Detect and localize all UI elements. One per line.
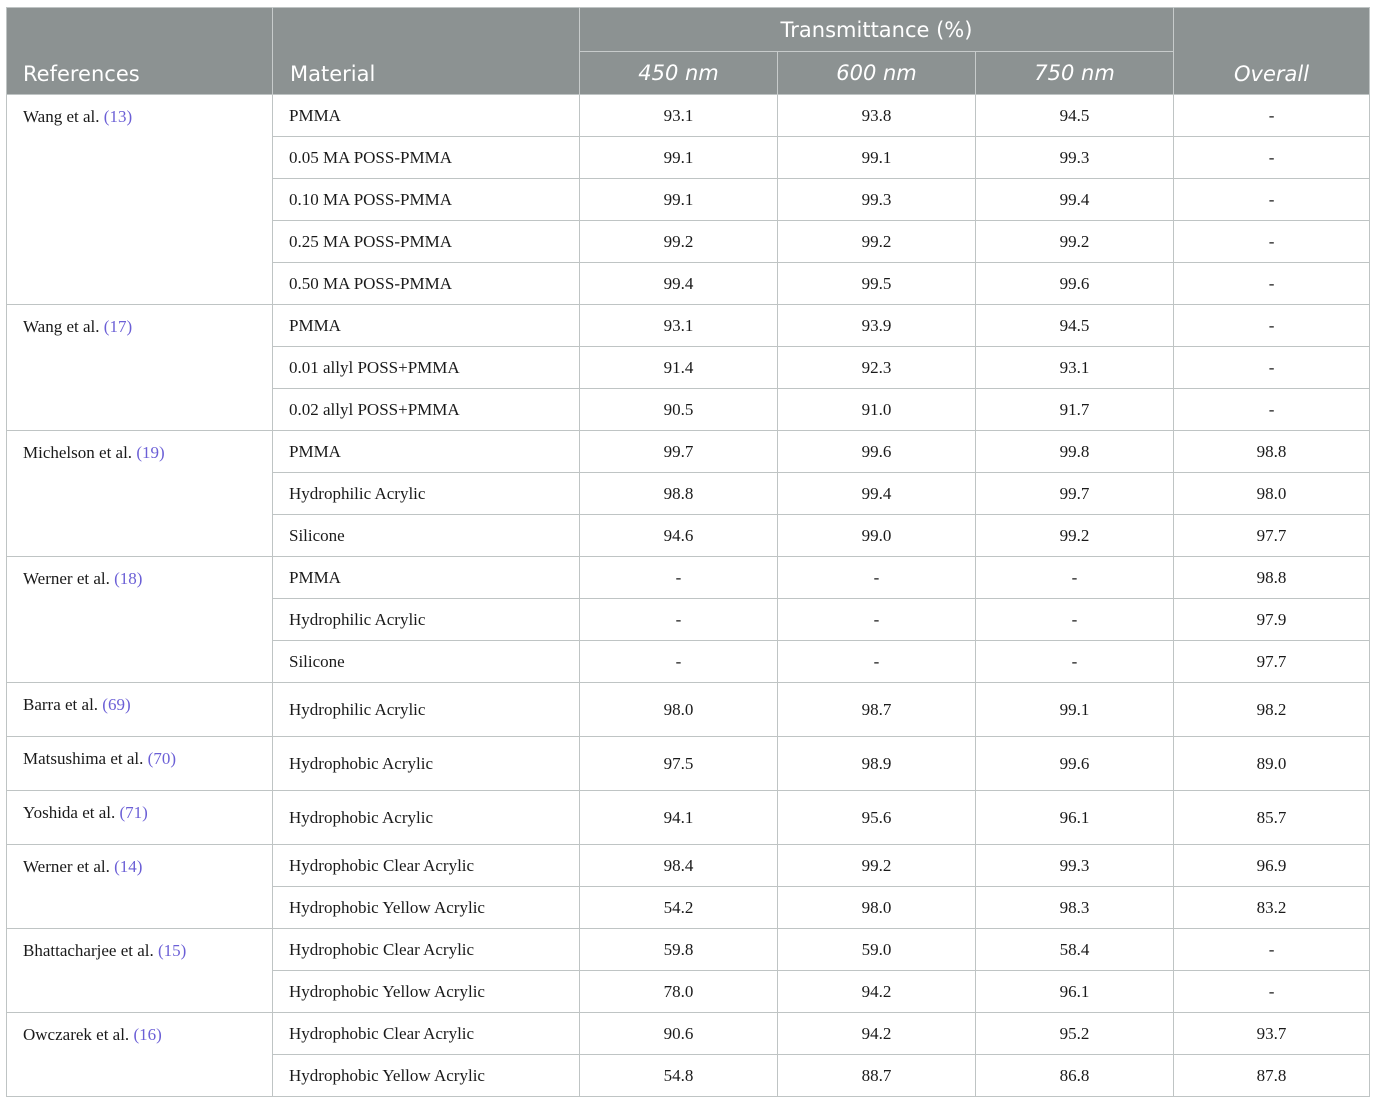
material-cell: PMMA <box>273 95 580 137</box>
citation-link[interactable]: (69) <box>102 695 131 714</box>
table-row <box>7 431 1370 473</box>
value-450nm-cell: - <box>580 599 778 641</box>
table-row <box>7 929 1370 971</box>
value-600nm-cell: 99.0 <box>778 515 976 557</box>
value-450nm-cell: - <box>580 557 778 599</box>
value-450nm-cell: 99.2 <box>580 221 778 263</box>
value-450nm-cell: 94.1 <box>580 791 778 845</box>
value-600nm-cell: 91.0 <box>778 389 976 431</box>
value-450nm-cell: 54.2 <box>580 887 778 929</box>
value-450nm-cell: 98.4 <box>580 845 778 887</box>
material-cell: Hydrophobic Acrylic <box>273 791 580 845</box>
value-overall-cell: - <box>1174 221 1370 263</box>
value-600nm-cell: 99.5 <box>778 263 976 305</box>
header-600nm: 600 nm <box>778 52 976 95</box>
value-overall-cell: 98.2 <box>1174 683 1370 737</box>
value-600nm-cell: 94.2 <box>778 1013 976 1055</box>
value-600nm-cell: 92.3 <box>778 347 976 389</box>
value-600nm-cell: 93.8 <box>778 95 976 137</box>
value-450nm-cell: 93.1 <box>580 305 778 347</box>
value-overall-cell: - <box>1174 137 1370 179</box>
header-references: References <box>7 8 273 95</box>
reference-author: Matsushima et al. <box>23 749 144 768</box>
reference-author: Michelson et al. <box>23 443 133 462</box>
reference-cell <box>7 305 273 431</box>
material-cell: 0.10 MA POSS-PMMA <box>273 179 580 221</box>
value-750nm-cell: 99.2 <box>976 515 1174 557</box>
citation-link[interactable]: (16) <box>133 1025 162 1044</box>
header-750nm: 750 nm <box>976 52 1174 95</box>
table-row <box>7 845 1370 887</box>
value-450nm-cell: 99.1 <box>580 179 778 221</box>
value-overall-cell: 93.7 <box>1174 1013 1370 1055</box>
material-cell: Hydrophilic Acrylic <box>273 599 580 641</box>
value-overall-cell: - <box>1174 263 1370 305</box>
value-750nm-cell: 99.2 <box>976 221 1174 263</box>
reference-author: Werner et al. <box>23 569 110 588</box>
value-450nm-cell: 99.7 <box>580 431 778 473</box>
value-450nm-cell: 90.6 <box>580 1013 778 1055</box>
reference-cell <box>7 929 273 1013</box>
value-750nm-cell: 93.1 <box>976 347 1174 389</box>
value-750nm-cell: 95.2 <box>976 1013 1174 1055</box>
value-600nm-cell: 59.0 <box>778 929 976 971</box>
reference-cell <box>7 1013 273 1097</box>
table-row <box>7 1013 1370 1055</box>
value-450nm-cell: 78.0 <box>580 971 778 1013</box>
citation-link[interactable]: (17) <box>103 317 133 336</box>
value-600nm-cell: 94.2 <box>778 971 976 1013</box>
value-600nm-cell: 99.2 <box>778 221 976 263</box>
value-750nm-cell: 86.8 <box>976 1055 1174 1097</box>
value-750nm-cell: 98.3 <box>976 887 1174 929</box>
value-750nm-cell: - <box>976 557 1174 599</box>
material-cell: 0.05 MA POSS-PMMA <box>273 137 580 179</box>
reference-author: Yoshida et al. <box>23 803 116 822</box>
table-header <box>7 8 1370 95</box>
value-750nm-cell: 99.3 <box>976 845 1174 887</box>
value-450nm-cell: 91.4 <box>580 347 778 389</box>
reference-cell <box>7 431 273 557</box>
value-450nm-cell: 59.8 <box>580 929 778 971</box>
value-600nm-cell: - <box>778 557 976 599</box>
material-cell: Hydrophilic Acrylic <box>273 473 580 515</box>
value-750nm-cell: 58.4 <box>976 929 1174 971</box>
value-450nm-cell: 98.0 <box>580 683 778 737</box>
value-600nm-cell: 99.6 <box>778 431 976 473</box>
value-600nm-cell: 88.7 <box>778 1055 976 1097</box>
value-450nm-cell: 54.8 <box>580 1055 778 1097</box>
value-overall-cell: 97.7 <box>1174 515 1370 557</box>
reference-cell <box>7 683 273 737</box>
value-750nm-cell: 99.4 <box>976 179 1174 221</box>
value-600nm-cell: 99.2 <box>778 845 976 887</box>
value-600nm-cell: 98.7 <box>778 683 976 737</box>
material-cell: Hydrophobic Acrylic <box>273 737 580 791</box>
value-600nm-cell: 98.9 <box>778 737 976 791</box>
reference-author: Barra et al. <box>23 695 99 714</box>
reference-author: Bhattacharjee et al. <box>23 941 154 960</box>
value-450nm-cell: - <box>580 641 778 683</box>
value-overall-cell: - <box>1174 389 1370 431</box>
value-overall-cell: 89.0 <box>1174 737 1370 791</box>
citation-link[interactable]: (18) <box>114 569 143 588</box>
reference-cell <box>7 791 273 845</box>
value-600nm-cell: 99.3 <box>778 179 976 221</box>
table-row <box>7 305 1370 347</box>
value-450nm-cell: 94.6 <box>580 515 778 557</box>
value-750nm-cell: 96.1 <box>976 971 1174 1013</box>
value-overall-cell: 85.7 <box>1174 791 1370 845</box>
material-cell: Silicone <box>273 641 580 683</box>
material-cell: 0.01 allyl POSS+PMMA <box>273 347 580 389</box>
value-750nm-cell: 96.1 <box>976 791 1174 845</box>
value-overall-cell: 98.8 <box>1174 431 1370 473</box>
reference-cell <box>7 557 273 683</box>
value-750nm-cell: 99.1 <box>976 683 1174 737</box>
material-cell: Hydrophilic Acrylic <box>273 683 580 737</box>
header-450nm: 450 nm <box>580 52 778 95</box>
value-750nm-cell: - <box>976 641 1174 683</box>
material-cell: PMMA <box>273 305 580 347</box>
value-750nm-cell: 99.3 <box>976 137 1174 179</box>
value-450nm-cell: 97.5 <box>580 737 778 791</box>
value-600nm-cell: 99.1 <box>778 137 976 179</box>
value-450nm-cell: 99.1 <box>580 137 778 179</box>
citation-link[interactable]: (13) <box>103 107 133 126</box>
value-overall-cell: 96.9 <box>1174 845 1370 887</box>
value-600nm-cell: 99.4 <box>778 473 976 515</box>
header-overall: Overall <box>1174 8 1370 95</box>
value-overall-cell: - <box>1174 347 1370 389</box>
table-row <box>7 683 1370 737</box>
material-cell: Hydrophobic Clear Acrylic <box>273 1013 580 1055</box>
value-overall-cell: 97.7 <box>1174 641 1370 683</box>
value-750nm-cell: 99.7 <box>976 473 1174 515</box>
citation-link[interactable]: (14) <box>114 857 143 876</box>
citation-link[interactable]: (71) <box>119 803 148 822</box>
value-750nm-cell: 99.6 <box>976 263 1174 305</box>
value-600nm-cell: 95.6 <box>778 791 976 845</box>
value-overall-cell: 98.8 <box>1174 557 1370 599</box>
value-overall-cell: - <box>1174 179 1370 221</box>
value-overall-cell: 87.8 <box>1174 1055 1370 1097</box>
citation-link[interactable]: (19) <box>136 443 165 462</box>
reference-author: Wang et al. <box>23 107 100 126</box>
value-overall-cell: - <box>1174 95 1370 137</box>
material-cell: 0.50 MA POSS-PMMA <box>273 263 580 305</box>
table-body <box>7 95 1370 1097</box>
citation-link[interactable]: (15) <box>157 941 187 960</box>
value-750nm-cell: 99.6 <box>976 737 1174 791</box>
value-overall-cell: - <box>1174 929 1370 971</box>
material-cell: Silicone <box>273 515 580 557</box>
value-750nm-cell: - <box>976 599 1174 641</box>
table-row <box>7 557 1370 599</box>
table-row <box>7 791 1370 845</box>
value-600nm-cell: 93.9 <box>778 305 976 347</box>
value-750nm-cell: 91.7 <box>976 389 1174 431</box>
value-overall-cell: 98.0 <box>1174 473 1370 515</box>
value-600nm-cell: - <box>778 641 976 683</box>
material-cell: Hydrophobic Clear Acrylic <box>273 929 580 971</box>
transmittance-table <box>6 7 1370 1097</box>
value-750nm-cell: 94.5 <box>976 95 1174 137</box>
header-transmittance-group: Transmittance (%) <box>580 8 1174 52</box>
value-450nm-cell: 93.1 <box>580 95 778 137</box>
value-600nm-cell: - <box>778 599 976 641</box>
reference-author: Wang et al. <box>23 317 100 336</box>
value-450nm-cell: 99.4 <box>580 263 778 305</box>
material-cell: PMMA <box>273 557 580 599</box>
value-450nm-cell: 90.5 <box>580 389 778 431</box>
table-row <box>7 95 1370 137</box>
reference-cell <box>7 737 273 791</box>
material-cell: Hydrophobic Yellow Acrylic <box>273 971 580 1013</box>
material-cell: 0.25 MA POSS-PMMA <box>273 221 580 263</box>
citation-link[interactable]: (70) <box>147 749 176 768</box>
value-600nm-cell: 98.0 <box>778 887 976 929</box>
value-overall-cell: - <box>1174 305 1370 347</box>
material-cell: Hydrophobic Clear Acrylic <box>273 845 580 887</box>
value-overall-cell: - <box>1174 971 1370 1013</box>
reference-cell <box>7 95 273 305</box>
value-overall-cell: 97.9 <box>1174 599 1370 641</box>
material-cell: 0.02 allyl POSS+PMMA <box>273 389 580 431</box>
reference-cell <box>7 845 273 929</box>
material-cell: Hydrophobic Yellow Acrylic <box>273 1055 580 1097</box>
value-overall-cell: 83.2 <box>1174 887 1370 929</box>
value-750nm-cell: 94.5 <box>976 305 1174 347</box>
table-row <box>7 737 1370 791</box>
header-material: Material <box>273 8 580 95</box>
value-750nm-cell: 99.8 <box>976 431 1174 473</box>
value-450nm-cell: 98.8 <box>580 473 778 515</box>
material-cell: PMMA <box>273 431 580 473</box>
material-cell: Hydrophobic Yellow Acrylic <box>273 887 580 929</box>
reference-author: Owczarek et al. <box>23 1025 130 1044</box>
reference-author: Werner et al. <box>23 857 110 876</box>
